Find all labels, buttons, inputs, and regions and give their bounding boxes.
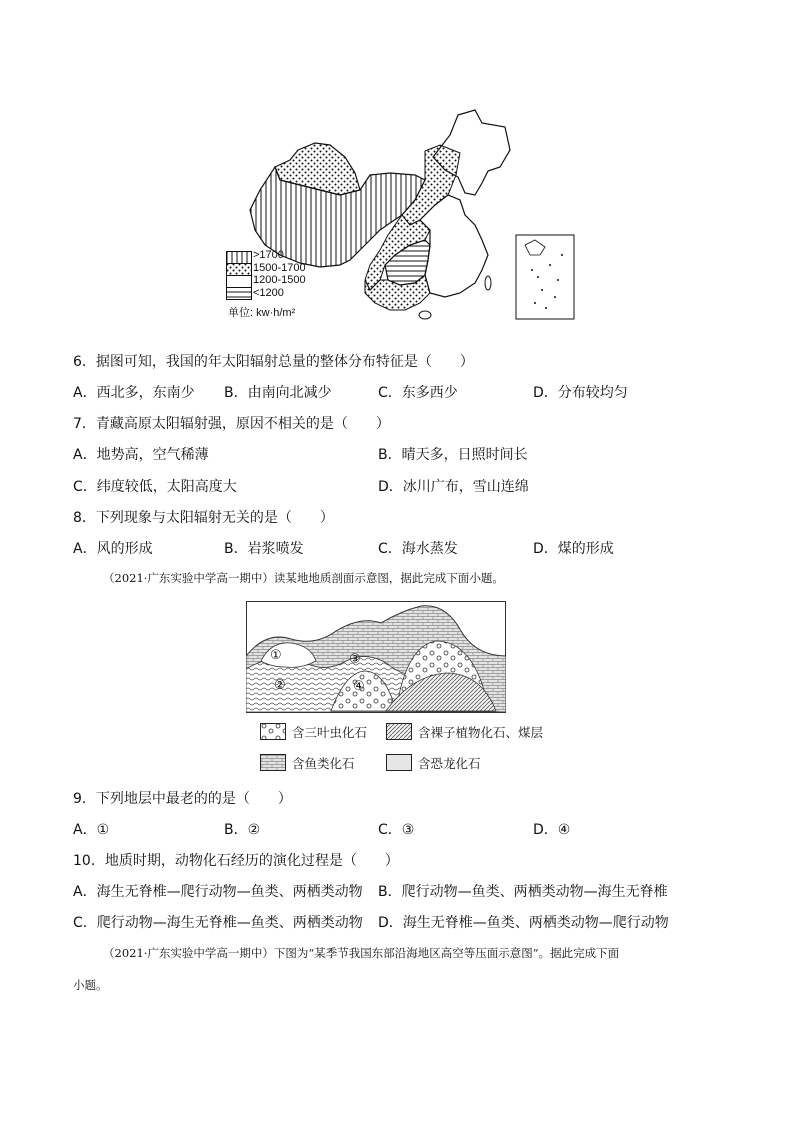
q6-option-c[interactable]: C．东多西少 [378,385,458,401]
q8-option-c[interactable]: C．海水蒸发 [378,541,458,557]
q7-option-b[interactable]: B．晴天多，日照时间长 [378,447,528,463]
legend-fish: 含鱼类化石 [292,756,355,771]
question-7-stem: 7．青藏高原太阳辐射强，原因不相关的是（ ） [73,416,390,432]
q6-option-a[interactable]: A．西北多，东南少 [73,385,195,401]
question-10-stem: 10．地质时期，动物化石经历的演化过程是（ ） [73,853,399,869]
stratum-label-3: ③ [349,652,361,667]
q7-option-c[interactable]: C．纬度较低，太阳高度大 [73,479,237,495]
section-intro-geology: （2021·广东实验中学高一期中）读某地地质剖面示意图，据此完成下面小题。 [103,571,504,585]
q7-option-a[interactable]: A．地势高，空气稀薄 [73,447,209,463]
stratum-label-1: ① [270,648,282,663]
legend-gymnosperm: 含裸子植物化石、煤层 [418,725,544,740]
q8-option-a[interactable]: A．风的形成 [73,541,153,557]
legend-trilobite: 含三叶虫化石 [292,725,368,740]
q10-option-a[interactable]: A．海生无脊椎—爬行动物—鱼类、两栖类动物 [73,884,363,900]
q6-option-b[interactable]: B．由南向北减少 [224,385,332,401]
question-9-stem: 9．下列地层中最老的的是（ ） [73,791,292,807]
geologic-profile-svg [246,601,506,713]
q9-option-c[interactable]: C．③ [378,822,415,838]
q9-option-b[interactable]: B．② [224,822,261,838]
geologic-profile [246,601,506,713]
q10-option-b[interactable]: B．爬行动物—鱼类、两栖类动物—海生无脊椎 [378,884,668,900]
map-unit: 单位: kw·h/m² [228,307,296,319]
legend-item: 1200-1500 [253,274,306,286]
q9-option-d[interactable]: D．④ [533,822,571,838]
q8-option-b[interactable]: B．岩浆喷发 [224,541,304,557]
legend-item: 1500-1700 [253,261,306,274]
q9-option-a[interactable]: A．① [73,822,110,838]
stratum-label-4: ④ [353,679,365,694]
legend-dinosaur: 含恐龙化石 [418,756,481,771]
legend-item: <1200 [253,286,284,299]
question-6-stem: 6．据图可知，我国的年太阳辐射总量的整体分布特征是（ ） [73,354,474,370]
map-legend [226,248,336,328]
section-intro-pressure-cont: 小题。 [73,978,108,992]
question-8-stem: 8．下列现象与太阳辐射无关的是（ ） [73,510,334,526]
q10-option-d[interactable]: D．海生无脊椎—鱼类、两栖类动物—爬行动物 [378,915,669,931]
legend-swatches [226,251,252,301]
stratum-label-2: ② [274,678,286,693]
q6-option-d[interactable]: D．分布较均匀 [533,385,628,401]
q8-option-d[interactable]: D．煤的形成 [533,541,614,557]
geology-legend [260,722,560,774]
solar-radiation-map [220,105,580,325]
legend-item: >1700 [253,249,284,261]
q10-option-c[interactable]: C．爬行动物—海生无脊椎—鱼类、两栖类动物 [73,915,363,931]
section-intro-pressure: （2021·广东实验中学高一期中）下图为“某季节我国东部沿海地区高空等压面示意图”。据此完成下面 [103,946,620,960]
q7-option-d[interactable]: D．冰川广布，雪山连绵 [378,479,529,495]
